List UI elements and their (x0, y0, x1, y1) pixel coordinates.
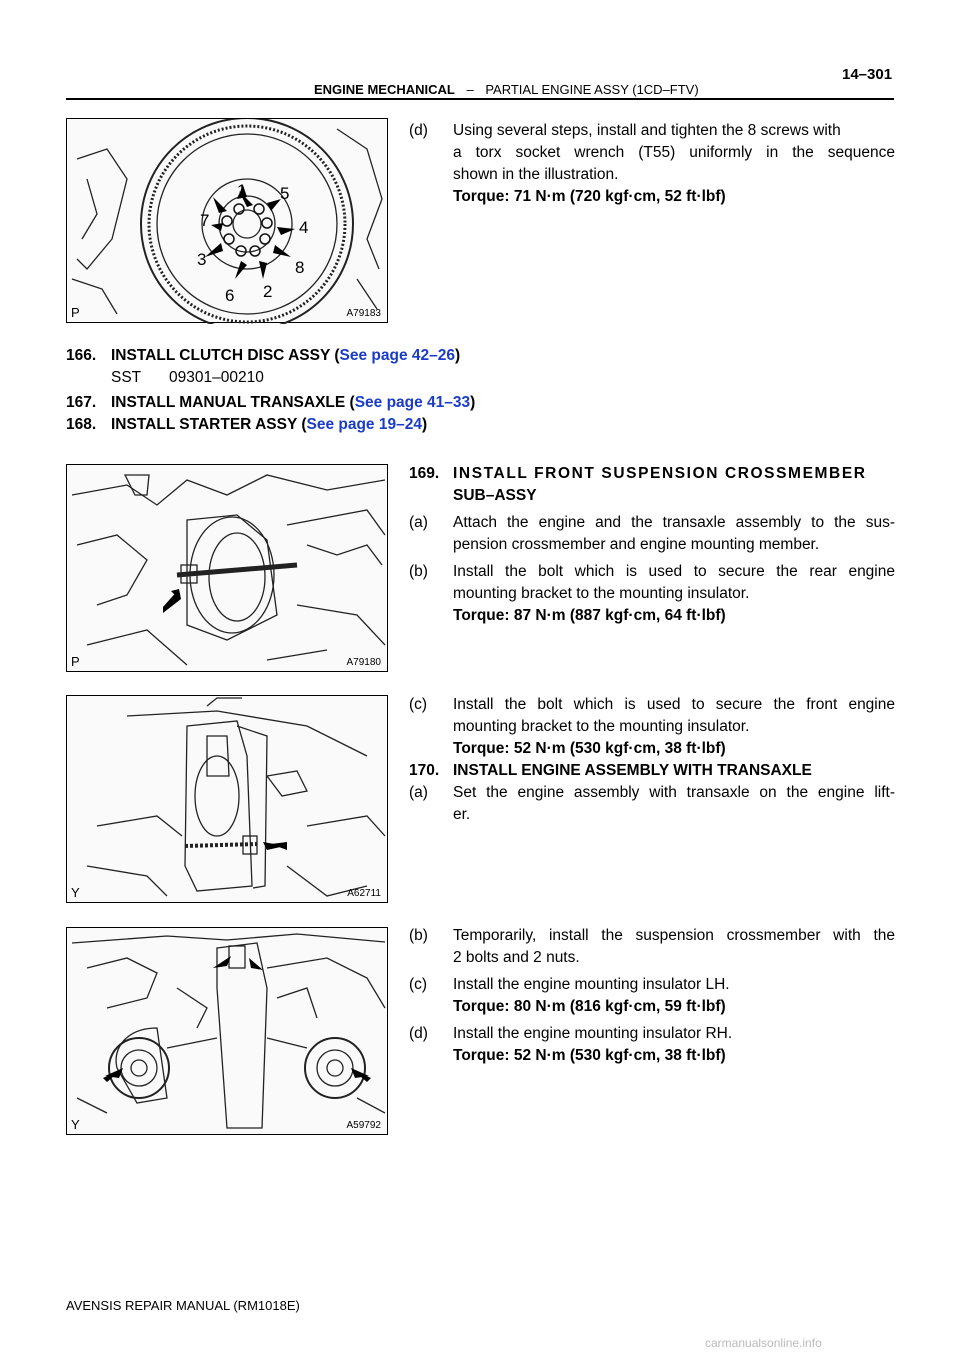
figure-code: A79183 (346, 308, 381, 319)
step-number: 167. (66, 394, 97, 411)
step-heading (111, 392, 475, 414)
page-number: 14–301 (842, 66, 893, 83)
figure-crossmember (66, 927, 388, 1135)
page-link[interactable]: See page 19–24 (306, 416, 422, 433)
header-separator: – (466, 82, 474, 97)
step-heading (111, 345, 460, 367)
header-section: ENGINE MECHANICAL (314, 82, 455, 97)
sequence-number: 2 (263, 282, 273, 301)
figure-rear-mount (66, 464, 388, 672)
sequence-number: 5 (280, 184, 290, 203)
step-number: 169. (409, 465, 440, 482)
step-text: 2 bolts and 2 nuts. (453, 949, 580, 966)
sst-label: SST (111, 369, 142, 386)
step-text: er. (453, 806, 471, 823)
figure-code: A79180 (346, 657, 381, 668)
step-label: (a) (409, 784, 428, 801)
watermark: carmanualsonline.info (705, 1336, 822, 1350)
front-mount-illustration (67, 696, 389, 904)
figure-flywheel (66, 118, 388, 323)
step-text: pension crossmember and engine mounting member. (453, 536, 820, 553)
sequence-number: 3 (197, 250, 207, 269)
step-text: Attach the engine and the transaxle assembly to the sus- (453, 514, 895, 531)
figure-mark: Y (71, 885, 80, 900)
step-label: (a) (409, 514, 428, 531)
figure-code: A62711 (347, 888, 381, 899)
step-text: Using several steps, install and tighten the 8 screws with (453, 122, 841, 139)
sequence-number: 6 (225, 286, 235, 305)
step-text: Install the engine mounting insulator RH. (453, 1025, 733, 1042)
paren: ) (421, 416, 428, 433)
flywheel-illustration (67, 119, 389, 324)
step-label: (c) (409, 696, 428, 713)
step-text: Install the bolt which is used to secure the rear engine (453, 563, 895, 580)
step-label: (b) (409, 927, 428, 944)
paren: ) (454, 347, 461, 364)
step-label: (c) (409, 976, 428, 993)
torque-spec: Torque: 87 N·m (887 kgf·cm, 64 ft·lbf) (453, 607, 726, 624)
step-heading (111, 414, 427, 436)
step-title: INSTALL ENGINE ASSEMBLY WITH TRANSAXLE (453, 762, 812, 779)
torque-spec: Torque: 52 N·m (530 kgf·cm, 38 ft·lbf) (453, 1047, 726, 1064)
step-text: Set the engine assembly with transaxle on the engine lift- (453, 784, 895, 801)
sequence-number: 1 (237, 181, 247, 200)
footer: AVENSIS REPAIR MANUAL (RM1018E) (66, 1298, 300, 1313)
figure-front-mount (66, 695, 388, 903)
step-text: a torx socket wrench (T55) uniformly in the sequence (453, 144, 895, 161)
crossmember-illustration (67, 928, 389, 1136)
rear-mount-illustration (67, 465, 389, 673)
paren: ) (470, 394, 476, 411)
step-text: mounting bracket to the mounting insulator. (453, 585, 750, 602)
page-link[interactable]: See page 41–33 (354, 394, 471, 411)
torque-spec: Torque: 52 N·m (530 kgf·cm, 38 ft·lbf) (453, 740, 726, 757)
sequence-number: 7 (200, 211, 210, 230)
torque-spec: Torque: 80 N·m (816 kgf·cm, 59 ft·lbf) (453, 998, 726, 1015)
figure-mark: P (71, 654, 80, 669)
page-link[interactable]: See page 42–26 (339, 347, 455, 364)
figure-mark: P (71, 305, 80, 320)
step-text: Install the engine mounting insulator LH. (453, 976, 730, 993)
figure-mark: Y (71, 1117, 80, 1132)
step-text: Temporarily, install the suspension crossmember with the (453, 927, 895, 944)
running-header (314, 82, 699, 97)
sequence-number: 8 (295, 258, 305, 277)
step-title: INSTALL FRONT SUSPENSION CROSSMEMBER (453, 465, 867, 482)
figure-code: A59792 (346, 1120, 381, 1131)
step-title: INSTALL CLUTCH DISC ASSY ( (111, 347, 340, 364)
step-label: (b) (409, 563, 428, 580)
step-label: (d) (409, 1025, 428, 1042)
step-title: INSTALL MANUAL TRANSAXLE ( (111, 394, 355, 411)
sequence-number: 4 (299, 218, 309, 237)
torque-spec: Torque: 71 N·m (720 kgf·cm, 52 ft·lbf) (453, 188, 726, 205)
step-number: 166. (66, 347, 97, 364)
step-title: INSTALL STARTER ASSY ( (111, 416, 307, 433)
step-text: mounting bracket to the mounting insulator. (453, 718, 750, 735)
header-subsection: PARTIAL ENGINE ASSY (1CD–FTV) (485, 82, 699, 97)
step-label: (d) (409, 122, 428, 139)
step-number: 170. (409, 762, 440, 779)
step-title: SUB–ASSY (453, 487, 537, 504)
step-number: 168. (66, 416, 97, 433)
header-rule (66, 98, 894, 100)
step-text: Install the bolt which is used to secure the front engine (453, 696, 895, 713)
step-text: shown in the illustration. (453, 166, 619, 183)
sst-number: 09301–00210 (169, 369, 264, 386)
